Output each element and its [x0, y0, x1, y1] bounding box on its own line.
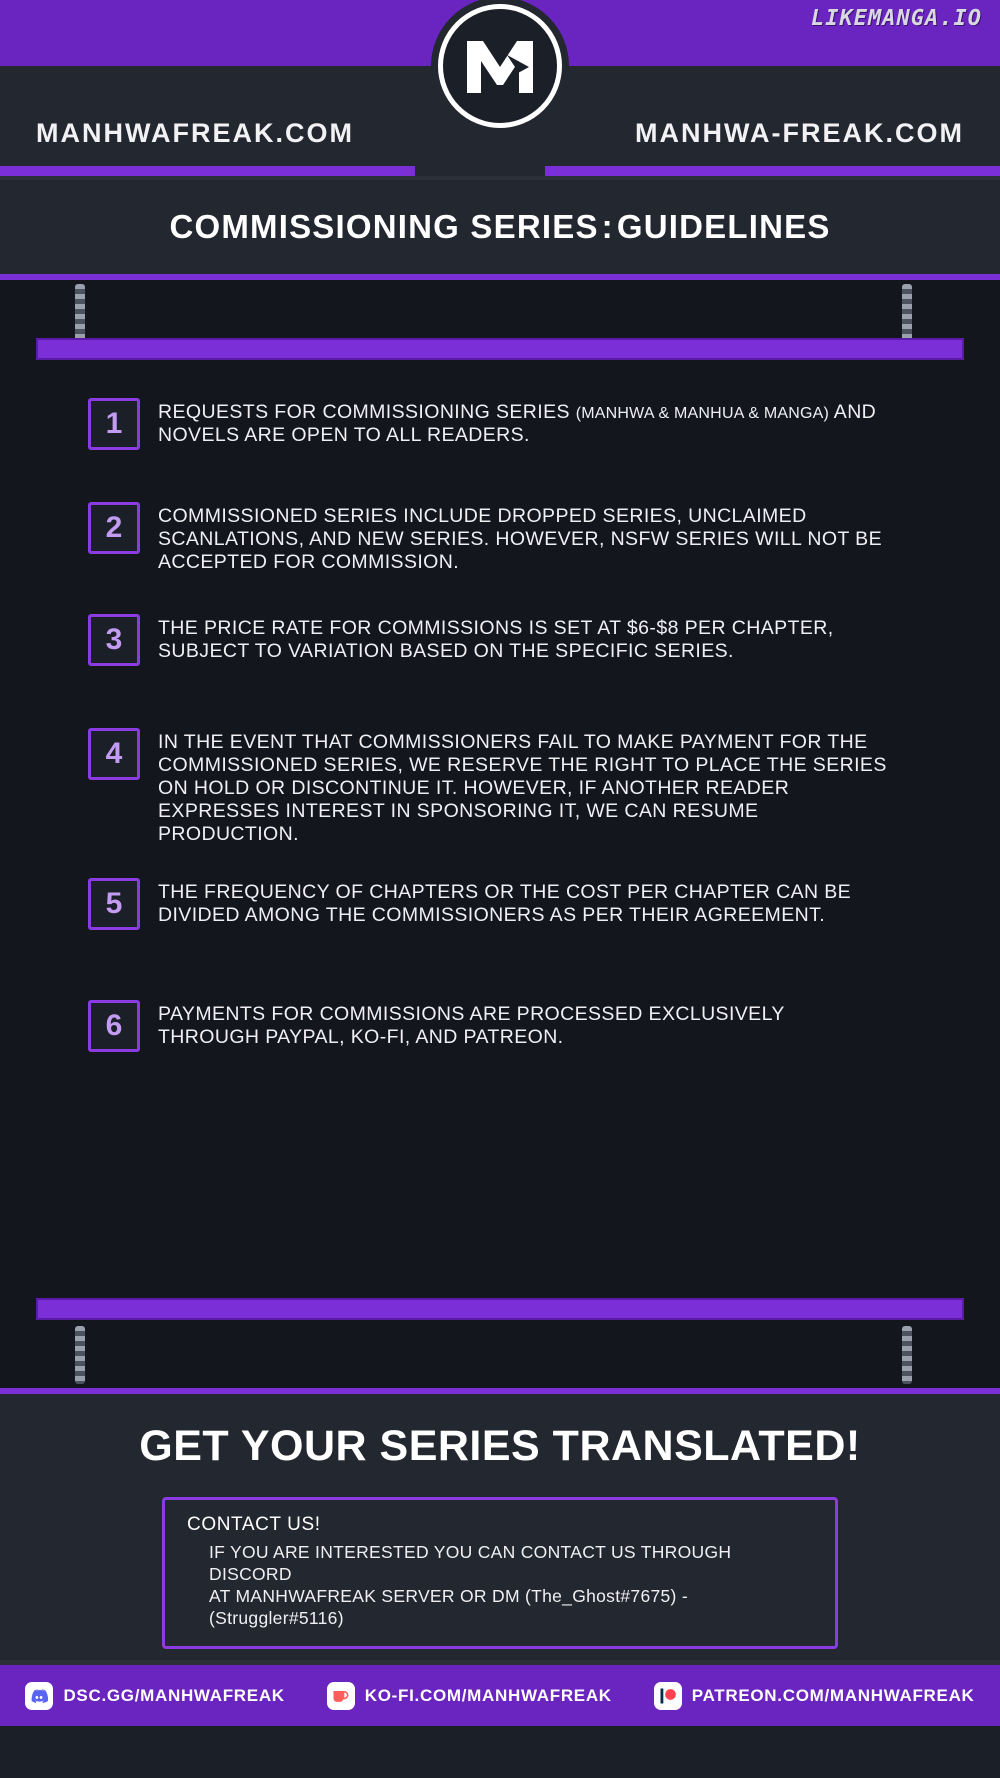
chain-top-left — [75, 284, 85, 342]
link-discord-label: DSC.GG/MANHWAFREAK — [63, 1685, 285, 1705]
kofi-icon — [327, 1682, 355, 1710]
title-part-1: COMMISSIONING SERIES — [169, 208, 599, 245]
rule-number: 4 — [88, 728, 140, 780]
banner-underline-right — [545, 166, 1000, 176]
rule-number: 6 — [88, 1000, 140, 1052]
rule-number: 2 — [88, 502, 140, 554]
top-banner — [0, 0, 1000, 180]
rule-number: 5 — [88, 878, 140, 930]
link-patreon-label: PATREON.COM/MANHWAFREAK — [691, 1685, 975, 1705]
link-kofi-label: KO-FI.COM/MANHWAFREAK — [364, 1685, 612, 1705]
rules-list — [0, 398, 1000, 1078]
social-links-bar — [0, 1660, 1000, 1726]
contact-line-2: AT MANHWAFREAK SERVER OR DM (The_Ghost#7675) - (Struggler#5116) — [209, 1585, 688, 1628]
title-separator: : — [601, 208, 614, 245]
link-kofi[interactable] — [327, 1682, 612, 1710]
rule-text: PAYMENTS FOR COMMISSIONS ARE PROCESSED EXCLUSIVELY THROUGH PAYPAL, KO-FI, AND PATREON. — [158, 1003, 785, 1048]
rule-number: 1 — [88, 398, 140, 450]
rule-text-part-a: REQUESTS FOR COMMISSIONING SERIES — [158, 401, 576, 423]
title-part-2: GUIDELINES — [616, 208, 831, 245]
site-watermark: LIKEMANGA.IO — [811, 6, 982, 31]
title-strip — [0, 180, 1000, 280]
guidelines-body — [0, 280, 1000, 1388]
link-discord[interactable] — [25, 1682, 284, 1710]
contact-box — [162, 1497, 838, 1649]
site-name-left: MANHWAFREAK.COM — [36, 118, 354, 148]
manhwafreak-logo — [438, 4, 562, 128]
rule-number: 3 — [88, 614, 140, 666]
list-item — [0, 398, 1000, 450]
list-item — [0, 1000, 1000, 1052]
chain-top-right — [902, 284, 912, 342]
contact-line-1: IF YOU ARE INTERESTED YOU CAN CONTACT US THROUGH DISCORD — [209, 1542, 732, 1584]
rule-text — [158, 398, 888, 447]
divider-bar-top — [36, 338, 964, 360]
discord-icon — [25, 1682, 53, 1710]
rule-text: IN THE EVENT THAT COMMISSIONERS FAIL TO MAKE PAYMENT FOR THE COMMISSIONED SERIES, WE RESERVE THE RIGHT TO PLACE THE SERIES ON HOLD OR DISCONTINUE IT. HOWEVER, IF ANOTHER READER EXPRESSES INTEREST IN SPONSORING IT, WE CAN RESUME PRODUCTION. — [158, 731, 887, 845]
banner-underline-left — [0, 166, 415, 176]
site-name-right: MANHWA-FREAK.COM — [635, 118, 964, 148]
list-item — [0, 878, 1000, 930]
list-item — [0, 502, 1000, 574]
chain-bottom-left — [75, 1326, 85, 1384]
page-title — [169, 208, 830, 246]
divider-bar-bottom — [36, 1298, 964, 1320]
list-item — [0, 614, 1000, 666]
call-to-action-section — [0, 1388, 1000, 1660]
cta-heading: GET YOUR SERIES TRANSLATED! — [139, 1422, 861, 1470]
contact-title: CONTACT US! — [187, 1514, 321, 1535]
rule-text: COMMISSIONED SERIES INCLUDE DROPPED SERIES, UNCLAIMED SCANLATIONS, AND NEW SERIES. HOWEVER, NSFW SERIES WILL NOT BE ACCEPTED FOR COMMISSION. — [158, 505, 882, 573]
rule-text: THE FREQUENCY OF CHAPTERS OR THE COST PER CHAPTER CAN BE DIVIDED AMONG THE COMMISSIONERS AS PER THEIR AGREEMENT. — [158, 881, 852, 926]
rule-text-part-b: AND NOVELS ARE OPEN TO ALL READERS. — [158, 401, 877, 446]
patreon-icon — [654, 1682, 682, 1710]
chain-bottom-right — [902, 1326, 912, 1384]
rule-text: THE PRICE RATE FOR COMMISSIONS IS SET AT $6-$8 PER CHAPTER, SUBJECT TO VARIATION BASED ON THE SPECIFIC SERIES. — [158, 617, 834, 662]
link-patreon[interactable] — [654, 1682, 975, 1710]
list-item — [0, 728, 1000, 846]
rule-text-parenthetical: (MANHWA & MANHUA & MANGA) — [575, 405, 830, 422]
